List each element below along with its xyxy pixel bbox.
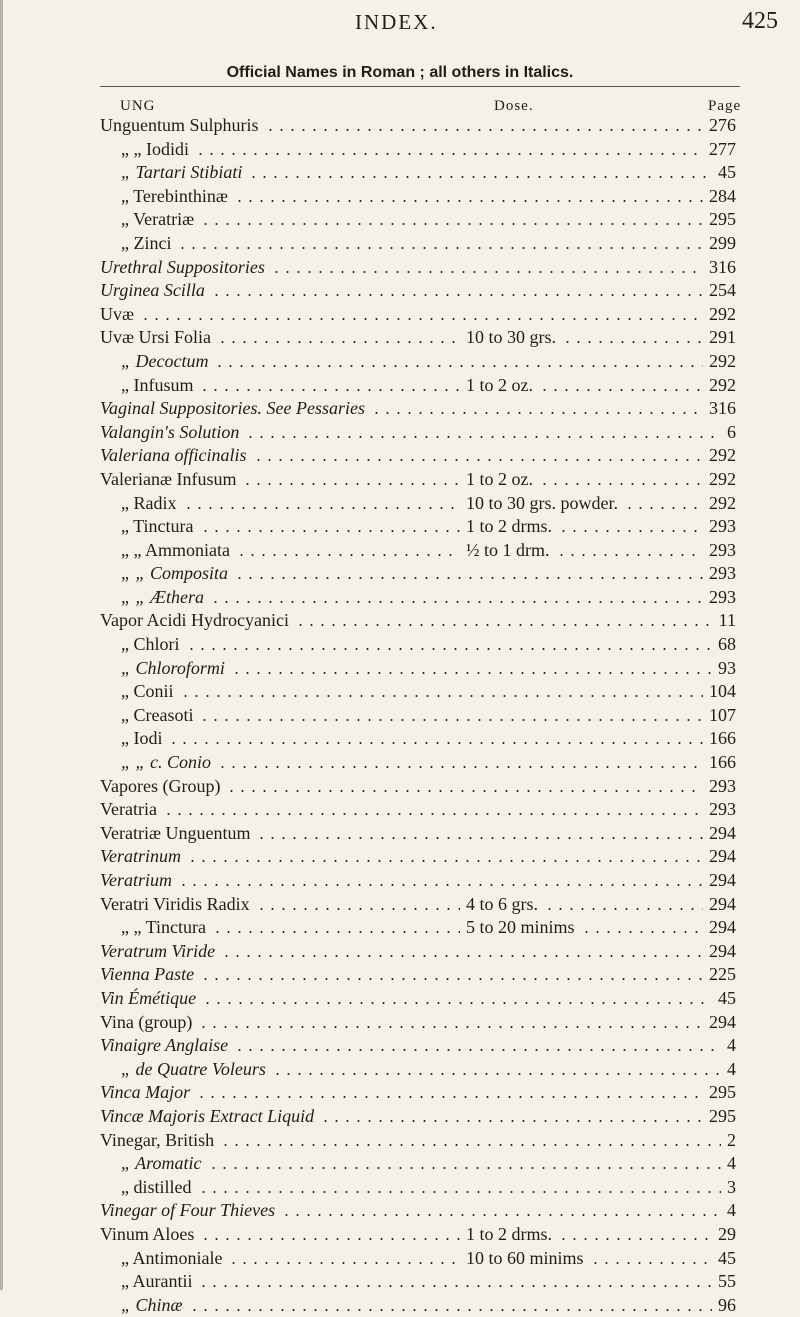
index-entry	[0, 185, 800, 209]
entry-term: „ Tinctura	[121, 516, 194, 537]
index-entry	[0, 421, 800, 445]
entry-page: 316	[709, 256, 736, 277]
index-entry	[0, 609, 800, 633]
entry-dose: 1 to 2 drms.	[466, 516, 553, 537]
entry-term: Veratrinum	[100, 846, 181, 867]
index-entry	[0, 374, 800, 398]
dot-leader	[199, 719, 703, 721]
entry-term: Valerianæ Infusum	[100, 468, 237, 489]
entry-page: 299	[709, 232, 736, 253]
entry-page: 276	[709, 115, 736, 135]
dot-leader	[217, 341, 460, 343]
entry-page: 292	[709, 303, 736, 324]
index-entry	[0, 987, 800, 1011]
dot-leader	[196, 1096, 703, 1098]
entry-page: 294	[709, 870, 736, 890]
entry-dose: 5 to 20 minims	[466, 917, 575, 938]
index-entry	[0, 114, 800, 138]
entry-term: Vienna Paste	[100, 964, 195, 985]
index-entry	[0, 397, 800, 421]
index-subtitle: Official Names in Roman ; all others in Italics.	[226, 64, 574, 81]
entry-page: 4	[727, 1153, 736, 1174]
dot-leader	[140, 318, 703, 320]
entry-term: Uvæ	[100, 303, 135, 324]
entry-term: „ Aromatic	[121, 1153, 202, 1174]
entry-page: 11	[718, 610, 736, 631]
dot-leader	[234, 577, 703, 579]
dot-leader	[581, 931, 703, 933]
entry-term: „ Creasoti	[121, 704, 194, 725]
entry-term: Vinum Aloes	[100, 1223, 195, 1244]
entry-dose: ½ to 1 drm.	[466, 539, 550, 560]
dot-leader	[558, 530, 703, 532]
dot-leader	[200, 530, 460, 532]
entry-page: 254	[709, 280, 736, 301]
entry-term: Vapor Acidi Hydrocyanici	[100, 610, 289, 631]
index-entry	[0, 444, 800, 468]
index-entry	[0, 586, 800, 610]
entry-page: 295	[709, 1082, 736, 1103]
entry-term: Vina (group)	[100, 1011, 193, 1032]
entry-page: 4	[727, 1058, 736, 1079]
entry-page: 2	[727, 1129, 736, 1150]
column-head-page: Page	[708, 98, 742, 114]
entry-page: 166	[709, 752, 736, 773]
entry-term: „ Chlori	[121, 634, 180, 655]
index-entry	[0, 822, 800, 846]
entry-page: 93	[718, 657, 736, 678]
index-entry	[0, 704, 800, 728]
dot-leader	[168, 742, 703, 744]
index-entry	[0, 1247, 800, 1271]
dot-leader	[200, 223, 703, 225]
index-entry	[0, 208, 800, 232]
entry-page: 29	[718, 1223, 736, 1244]
dot-leader	[186, 648, 713, 650]
dot-leader	[199, 389, 460, 391]
dot-leader	[371, 412, 703, 414]
dot-leader	[200, 1238, 460, 1240]
divider-rule	[100, 86, 740, 87]
entry-page: 96	[718, 1294, 736, 1315]
entry-page: 225	[709, 964, 736, 985]
dot-leader	[248, 176, 712, 178]
entry-term: „ „ Æthera	[121, 586, 205, 607]
entry-term: Unguentum Sulphuris	[100, 115, 259, 135]
entry-page: 45	[718, 987, 736, 1008]
index-entry	[0, 1011, 800, 1035]
entry-term: „ „ Iodidi	[121, 138, 189, 159]
column-head-dose: Dose.	[494, 98, 534, 114]
entry-term: „ „ Composita	[121, 563, 229, 584]
entry-page: 294	[709, 1011, 736, 1032]
dot-leader	[198, 1026, 703, 1028]
entry-term: „ Iodi	[121, 728, 163, 749]
entry-term: „ Veratriæ	[121, 209, 195, 230]
dot-leader	[208, 1167, 721, 1169]
index-entry	[0, 1105, 800, 1129]
entry-page: 107	[709, 704, 736, 725]
dot-leader	[234, 200, 703, 202]
dot-leader	[539, 389, 703, 391]
dot-leader	[253, 459, 704, 461]
entry-page: 292	[709, 468, 736, 489]
entry-page: 294	[709, 822, 736, 843]
index-entry	[0, 468, 800, 492]
entry-page: 4	[727, 1200, 736, 1221]
entry-term: Veratria	[100, 799, 157, 820]
dot-leader	[562, 341, 703, 343]
dot-leader	[242, 483, 460, 485]
entry-page: 293	[709, 775, 736, 796]
entry-term: „ „ Ammoniata	[121, 539, 230, 560]
entry-page: 293	[709, 799, 736, 820]
entry-page: 294	[709, 846, 736, 867]
index-entry	[0, 326, 800, 350]
index-entry	[0, 161, 800, 185]
dot-leader	[236, 554, 460, 556]
dot-leader	[256, 908, 460, 910]
index-entry	[0, 798, 800, 822]
index-entry	[0, 350, 800, 374]
dot-leader	[228, 1262, 460, 1264]
dot-leader	[214, 365, 703, 367]
entry-dose: 1 to 2 oz.	[466, 374, 533, 395]
dot-leader	[544, 908, 703, 910]
index-entry	[0, 515, 800, 539]
entry-dose: 10 to 60 minims	[466, 1247, 584, 1268]
dot-leader	[187, 860, 703, 862]
entry-term: Veratri Viridis Radix	[100, 893, 250, 914]
dot-leader	[234, 1049, 721, 1051]
entry-term: Urethral Suppositories	[100, 256, 265, 277]
entry-page: 45	[718, 1247, 736, 1268]
entry-term: „ Decoctum	[121, 350, 209, 371]
index-entry	[0, 1129, 800, 1153]
dot-leader	[180, 695, 704, 697]
index-entry	[0, 279, 800, 303]
entry-page: 293	[709, 586, 736, 607]
dot-leader	[198, 1191, 722, 1193]
entry-term: „ Zinci	[121, 232, 172, 253]
dot-leader	[221, 955, 703, 957]
index-entry	[0, 845, 800, 869]
entry-dose: 10 to 30 grs.	[466, 327, 556, 348]
index-entry	[0, 1294, 800, 1317]
entry-page: 294	[709, 917, 736, 938]
entry-term: Vinca Major	[100, 1082, 191, 1103]
entry-term: „ distilled	[121, 1176, 192, 1197]
entry-page: 295	[709, 209, 736, 230]
entry-dose: 4 to 6 grs.	[466, 893, 538, 914]
entry-page: 68	[718, 634, 736, 655]
running-head-title: INDEX.	[355, 10, 438, 34]
index-entry	[0, 775, 800, 799]
entry-term: Vin Émétique	[100, 987, 197, 1008]
dot-leader	[590, 1262, 712, 1264]
entry-term: „ Chinæ	[121, 1294, 183, 1315]
dot-leader	[189, 1309, 712, 1311]
entry-page: 292	[709, 492, 736, 513]
dot-leader	[231, 672, 712, 674]
dot-leader	[556, 554, 704, 556]
entry-page: 292	[709, 350, 736, 371]
entry-page: 293	[709, 516, 736, 537]
index-entry	[0, 1081, 800, 1105]
dot-leader	[295, 624, 713, 626]
entry-page: 293	[709, 539, 736, 560]
dot-leader	[183, 507, 461, 509]
entry-term: Valangin's Solution	[100, 421, 240, 442]
entry-term: „ Aurantii	[121, 1271, 193, 1292]
index-entry	[0, 633, 800, 657]
entry-term: Vinegar, British	[100, 1129, 215, 1150]
index-entry	[0, 1223, 800, 1247]
entry-page: 292	[709, 445, 736, 466]
entry-page: 277	[709, 138, 736, 159]
index-entry	[0, 256, 800, 280]
dot-leader	[226, 790, 703, 792]
dot-leader	[217, 766, 703, 768]
entry-term: Uvæ Ursi Folia	[100, 327, 212, 348]
column-head-term: UNG	[120, 98, 156, 114]
dot-leader	[624, 507, 703, 509]
dot-leader	[198, 1285, 712, 1287]
dot-leader	[178, 884, 703, 886]
index-entry	[0, 303, 800, 327]
entry-term: „ Radix	[121, 492, 177, 513]
entry-term: Veratrum Viride	[100, 940, 216, 961]
index-entry	[0, 727, 800, 751]
entry-term: Vincæ Majoris Extract Liquid	[100, 1105, 315, 1126]
entry-term: „ „ Tinctura	[121, 917, 206, 938]
entry-page: 292	[709, 374, 736, 395]
index-entry	[0, 680, 800, 704]
entry-page: 316	[709, 398, 736, 419]
entry-page: 295	[709, 1105, 736, 1126]
entry-page: 3	[727, 1176, 736, 1197]
entry-page: 6	[727, 421, 736, 442]
running-head	[0, 4, 800, 44]
entry-dose: 1 to 2 oz.	[466, 468, 533, 489]
entry-term: „ Conii	[121, 681, 174, 702]
dot-leader	[211, 294, 703, 296]
entry-dose: 10 to 30 grs. powder.	[466, 492, 618, 513]
dot-leader	[265, 129, 703, 131]
index-entry	[0, 1152, 800, 1176]
index-entry	[0, 916, 800, 940]
entry-term: Veratriæ Unguentum	[100, 822, 251, 843]
entry-page: 45	[718, 162, 736, 183]
dot-leader	[558, 1238, 712, 1240]
entry-page: 55	[718, 1271, 736, 1292]
index-entry	[0, 657, 800, 681]
dot-leader	[163, 813, 703, 815]
entry-term: Urginea Scilla	[100, 280, 205, 301]
entry-page: 293	[709, 563, 736, 584]
entry-page: 284	[709, 185, 736, 206]
entry-dose: 1 to 2 drms.	[466, 1223, 553, 1244]
entry-term: Veratrium	[100, 870, 172, 890]
index-entry	[0, 1199, 800, 1223]
index-entry	[0, 492, 800, 516]
dot-leader	[202, 1002, 712, 1004]
index-entry	[0, 138, 800, 162]
dot-leader	[320, 1120, 703, 1122]
dot-leader	[177, 247, 703, 249]
index-entry	[0, 893, 800, 917]
entry-page: 291	[709, 327, 736, 348]
index-entry	[0, 1034, 800, 1058]
entry-term: Valeriana officinalis	[100, 445, 247, 466]
entry-term: „ Tartari Stibiati	[121, 162, 243, 183]
dot-leader	[220, 1144, 721, 1146]
index-entry	[0, 1270, 800, 1294]
entry-term: Vinaigre Anglaise	[100, 1035, 229, 1056]
entry-term: „ Chloroformi	[121, 657, 225, 678]
entry-term: Vinegar of Four Thieves	[100, 1200, 276, 1221]
dot-leader	[256, 837, 703, 839]
dot-leader	[281, 1214, 721, 1216]
entry-term: „ Terebinthinæ	[121, 185, 228, 206]
dot-leader	[212, 931, 460, 933]
entry-term: „ „ c. Conio	[121, 752, 212, 773]
index-entry	[0, 539, 800, 563]
dot-leader	[271, 271, 703, 273]
dot-leader	[200, 978, 703, 980]
index-entry	[0, 940, 800, 964]
page-number: 425	[742, 8, 778, 34]
dot-leader	[539, 483, 703, 485]
entry-term: Vaginal Suppositories. See Pessaries	[100, 398, 365, 419]
dot-leader	[272, 1073, 721, 1075]
index-entry	[0, 562, 800, 586]
index-entry	[0, 1058, 800, 1082]
entry-term: „ Antimoniale	[121, 1247, 223, 1268]
entry-page: 294	[709, 893, 736, 914]
entry-page: 4	[727, 1035, 736, 1056]
entry-page: 166	[709, 728, 736, 749]
entry-term: „ Infusum	[121, 374, 194, 395]
index-entry	[0, 232, 800, 256]
entry-page: 294	[709, 940, 736, 961]
entry-term: Vapores (Group)	[100, 775, 221, 796]
index-entry	[0, 963, 800, 987]
index-entry	[0, 751, 800, 775]
dot-leader	[210, 601, 703, 603]
index-entry	[0, 869, 800, 893]
dot-leader	[245, 436, 721, 438]
index-entry	[0, 1176, 800, 1200]
dot-leader	[195, 153, 703, 155]
entry-page: 104	[709, 681, 736, 702]
entry-term: „ de Quatre Voleurs	[121, 1058, 266, 1079]
index-entries	[0, 114, 800, 1317]
